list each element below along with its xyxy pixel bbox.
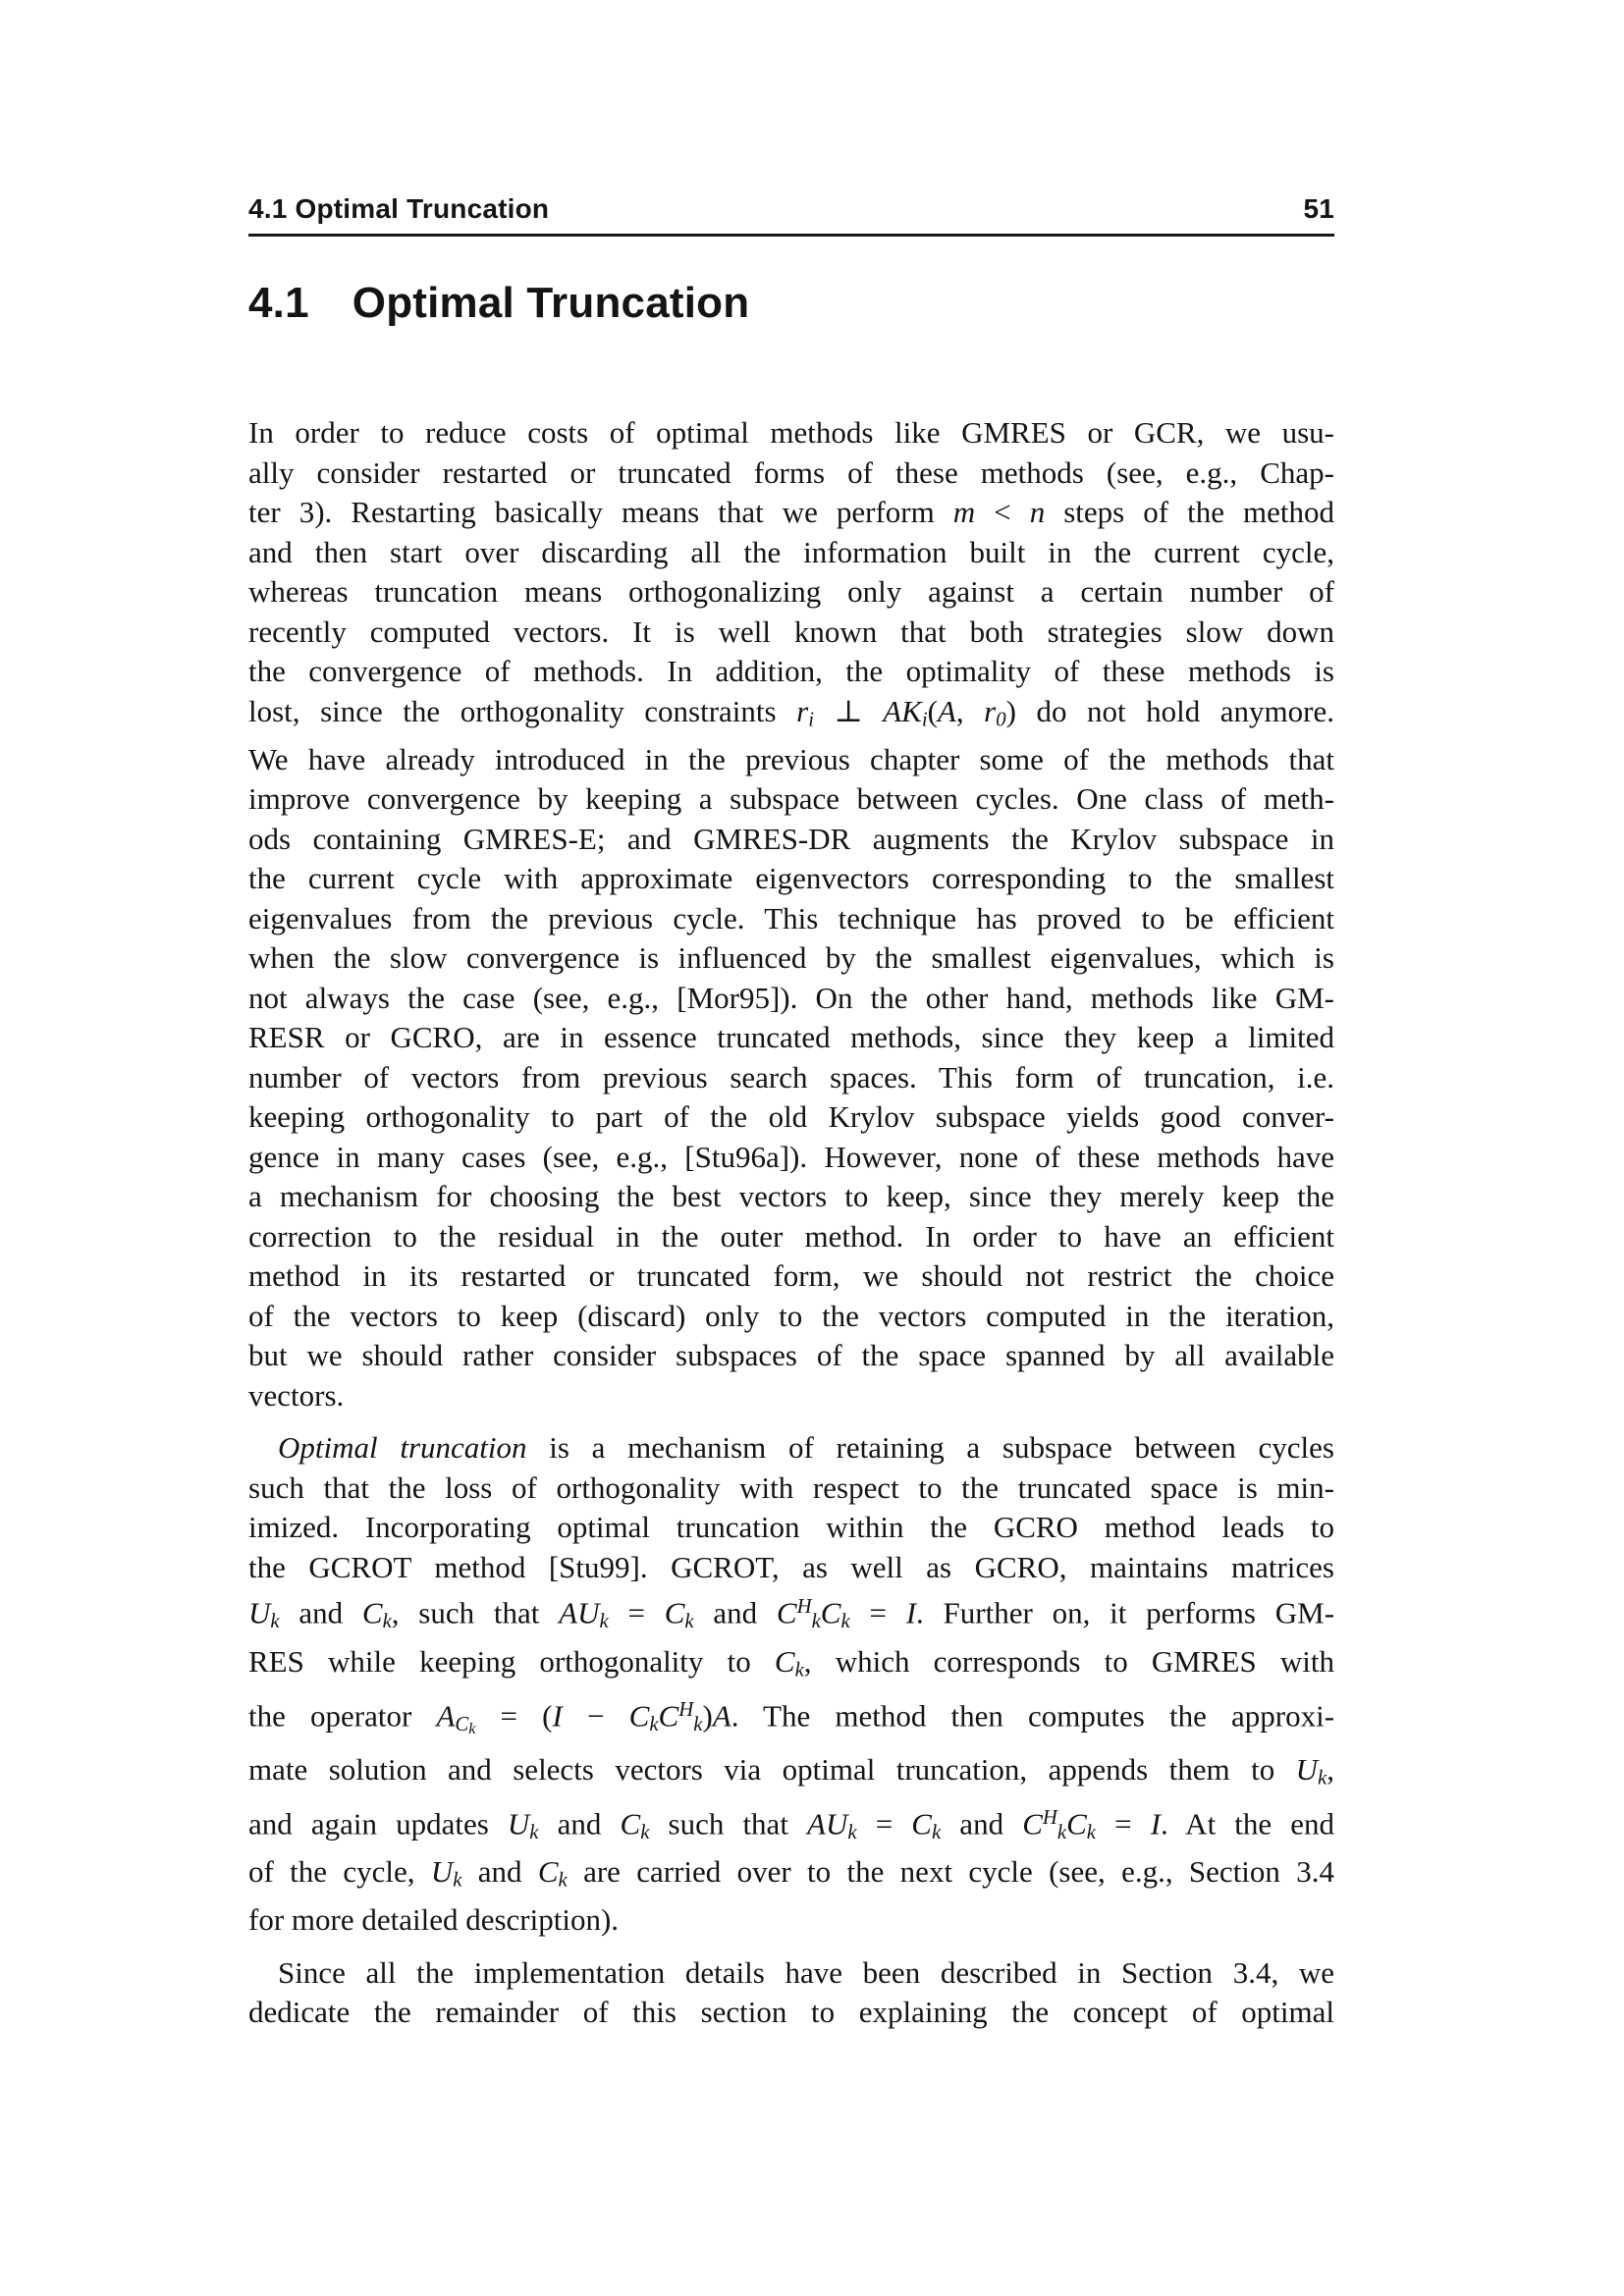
- text-line: ods containing GMRES-E; and GMRES-DR augments the Krylov subspace in: [248, 821, 1334, 856]
- text-line: gence in many cases (see, e.g., [Stu96a]). However, none of these methods have: [248, 1139, 1334, 1174]
- text-line: keeping orthogonality to part of the old Krylov subspace yields good conver-: [248, 1099, 1334, 1135]
- text-line: whereas truncation means orthogonalizing only against a certain number of: [248, 574, 1334, 610]
- text-line: recently computed vectors. It is well known that both strategies slow down: [248, 614, 1334, 649]
- paragraph: [248, 413, 1334, 1415]
- section-heading: [248, 278, 1334, 330]
- text-line: method in its restarted or truncated form, we should not restrict the choice: [248, 1258, 1334, 1294]
- text-line: improve convergence by keeping a subspace between cycles. One class of meth-: [248, 781, 1334, 817]
- text-line: imized. Incorporating optimal truncation within the GCRO method leads to: [248, 1510, 1334, 1545]
- text-line: such that the loss of orthogonality with respect to the truncated space is min-: [248, 1469, 1334, 1505]
- text-line: mate solution and selects vectors via optimal truncation, appends them to Uk,: [248, 1751, 1334, 1789]
- running-header: [248, 192, 1334, 226]
- text-line: for more detailed description).: [248, 1902, 620, 1938]
- text-line: the operator $AC_k = (I - CkC^Hk)A$. The method then computes the approxi-: [248, 1697, 1335, 1738]
- text-line: We have already introduced in the previous chapter some of the methods that: [248, 741, 1334, 776]
- text-line: the GCROT method [Stu99]. GCROT, as well as GCRO, maintains matrices: [248, 1549, 1334, 1584]
- page-number: 51: [1303, 193, 1334, 224]
- text-line: ally consider restarted or truncated forms of these methods (see, e.g., Chap-: [248, 454, 1334, 490]
- text-line: correction to the residual in the outer method. In order to have an efficient: [248, 1218, 1334, 1254]
- section-title: Optimal Truncation: [352, 278, 750, 327]
- text-line: vectors.: [248, 1377, 345, 1413]
- text-line: a mechanism for choosing the best vectors to keep, since they merely keep the: [248, 1179, 1334, 1214]
- text-line: number of vectors from previous search spaces. This form of truncation, i.e.: [248, 1059, 1334, 1095]
- text-line: Optimal truncation is a mechanism of retaining a subspace between cycles: [278, 1430, 1334, 1466]
- text-line: the convergence of methods. In addition, the optimality of these methods is: [248, 654, 1334, 689]
- paragraph: [248, 1953, 1334, 2033]
- text-line: In order to reduce costs of optimal methods like GMRES or GCR, we usu-: [248, 415, 1334, 451]
- running-header-title: 4.1 Optimal Truncation: [248, 193, 550, 224]
- body-text: [248, 413, 1334, 2032]
- text-line: of the vectors to keep (discard) only to the vectors computed in the iteration,: [248, 1298, 1334, 1333]
- text-line: lost, since the orthogonality constraints ri ⊥ AKi(A, r0) do not hold anymore.: [248, 693, 1334, 731]
- text-line: Uk and Ck, such that AUk = Ck and $C^HkCk = I$. Further on, it performs GM-: [248, 1595, 1335, 1633]
- text-line: eigenvalues from the previous cycle. This technique has proved to be efficient: [248, 900, 1334, 935]
- text-line: the current cycle with approximate eigenvectors corresponding to the smallest: [248, 861, 1334, 896]
- text-line: RESR or GCRO, are in essence truncated methods, since they keep a limited: [248, 1020, 1334, 1055]
- text-line: ter 3). Restarting basically means that we perform m < n steps of the method: [248, 495, 1334, 530]
- text-line: and then start over discarding all the information built in the current cycle,: [248, 534, 1334, 569]
- text-line: dedicate the remainder of this section to explaining the concept of optimal: [248, 1995, 1334, 2030]
- text-line: but we should rather consider subspaces of the space spanned by all available: [248, 1338, 1334, 1373]
- text-line: not always the case (see, e.g., [Mor95]). On the other hand, methods like GM-: [248, 980, 1334, 1015]
- page-content: [248, 192, 1334, 2033]
- text-line: Since all the implementation details have been described in Section 3.4, we: [278, 1954, 1334, 1990]
- text-line: of the cycle, Uk and Ck are carried over to the next cycle (see, e.g., Section 3.4: [248, 1854, 1334, 1892]
- header-rule: [248, 234, 1334, 237]
- text-line: RES while keeping orthogonality to Ck, which corresponds to GMRES with: [248, 1643, 1334, 1682]
- text-line: when the slow convergence is influenced by the smallest eigenvalues, which is: [248, 940, 1334, 976]
- paragraph: [248, 1428, 1334, 1940]
- section-number: 4.1: [248, 278, 309, 327]
- text-line: and again updates Uk and Ck such that AUk = Ck and $C^HkCk = I$. At the end: [248, 1805, 1335, 1843]
